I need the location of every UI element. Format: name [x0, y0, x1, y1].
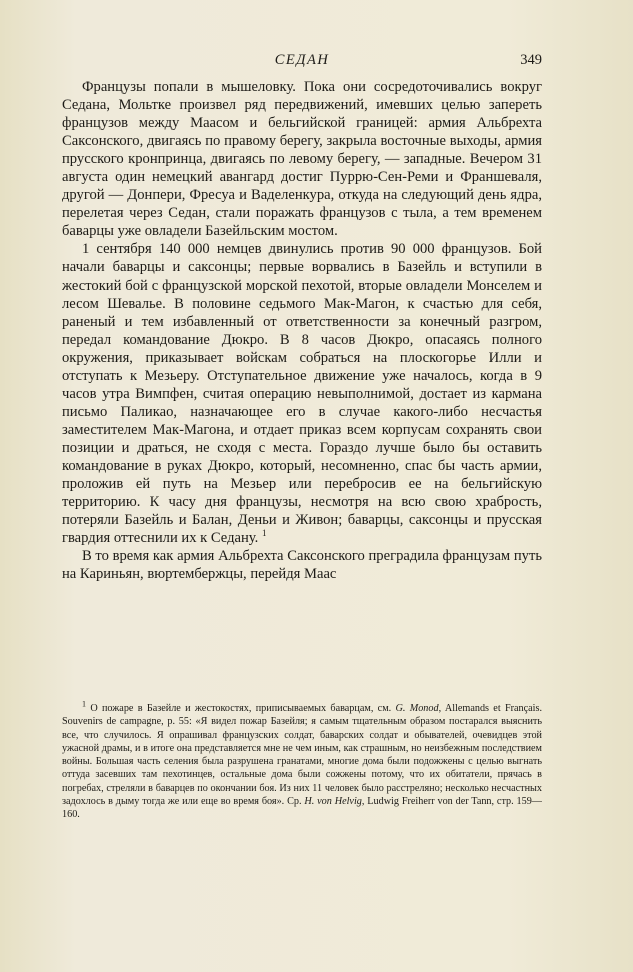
footnote-section	[62, 699, 543, 821]
footnote-marker: 1	[82, 699, 86, 709]
paragraph-mousetrap: Французы попали в мышеловку. Пока они сосредоточивались вокруг Седана, Мольтке произвел ряд передвижений, имевших целью запереть французов между Маасом и бельгийской границей: армия Альбрехта Саксонского, двигаясь по правому берегу, закрыла восточные выходы, армия прусского кронпринца, двигаясь по левому берегу, — западные. Вечером 31 августа один немецкий авангард достиг Пуррю-Сен-Реми и Франшеваля, другой — Донпери, Фресуа и Ваделенкура, откуда на следующий день ядра, перелетая через Седан, стали поражать французов с тыла, а тем временем баварцы уже овладели Базейльским мостом.	[62, 79, 542, 240]
footnote-text-3: , Ludwig Freiherr von der Tann, стр. 159—160.	[62, 795, 542, 820]
footnote	[62, 699, 543, 821]
paragraph-battle	[62, 240, 542, 547]
footnote-text-2: , Allemands et Français. Souvenirs de campagne, p. 55: «Я видел пожар Базейля; я самым тщательным образом постарался выяснить все, что случилось. Я опрашивал французских солдат, баварских солдат и обывателей, очевидцев этой ужасной драмы, и в итоге она представляется мне не чем иным, как страшным, но неизбежным последствием войны. Большая часть селения была разрушена гранатами, многие дома были подожжены с целью выгнать оттуда засевших там пехотинцев, остальные дома были сожжены потому, что их обитатели, прячась в погребах, стреляли в баварцев по окончании боя. Из них 11 человек было расстреляно; несколько несчастных задохлось в дыму тогда же или еще во время боя». Ср.	[62, 703, 543, 807]
paragraph-albrecht: В то время как армия Альбрехта Саксонского преградила французам путь на Кариньян, вюртембержцы, перейдя Маас	[62, 548, 542, 583]
main-text	[62, 78, 542, 583]
paragraph-battle-text: 1 сентября 140 000 немцев двинулись против 90 000 французов. Бой начали баварцы и саксонцы; первые ворвались в Базейль и вступили в жестокий бой с французской морской пехотой, вторые овладели Монселем и лесом Шевалье. В половине седьмого Мак-Магон, к счастью для себя, раненый и тем избавленный от ответственности за конечный разгром, передал командование Дюкро. В 8 часов Дюкро, опасаясь полного окружения, приказывает войскам собраться на плоскогорье Илли и отступать к Мезьеру. Отступательное движение уже началось, когда в 9 часов утра Вимпфен, считая операцию невыполнимой, достает из кармана письмо Паликао, назначающее его в случае какого-либо несчастья заместителем Мак-Магона, и отдает приказ всем корпусам сохранять свои позиции и драться, не сходя с места. Гораздо лучше было бы оставить командование в руках Дюкро, который, несомненно, спас бы часть армии, проложив ей путь на Мезьер или перебросив ее на бельгийскую территорию. К часу дня французы, несмотря на всю свою храбрость, потеряли Базейль и Балан, Деньи и Живон; баварцы, саксонцы и прусская гвардия оттеснили их к Седану.	[62, 241, 542, 547]
running-title: СЕДАН	[274, 52, 330, 68]
footnote-text-1: О пожаре в Базейле и жестокостях, приписываемых баварцам, см.	[90, 703, 392, 714]
footnote-author-helvig: H. von Helvig	[304, 795, 362, 807]
page-number: 349	[520, 52, 542, 68]
footnote-reference: 1	[261, 528, 267, 539]
page-header	[62, 52, 542, 74]
footnote-author-monod: G. Monod	[395, 703, 439, 714]
